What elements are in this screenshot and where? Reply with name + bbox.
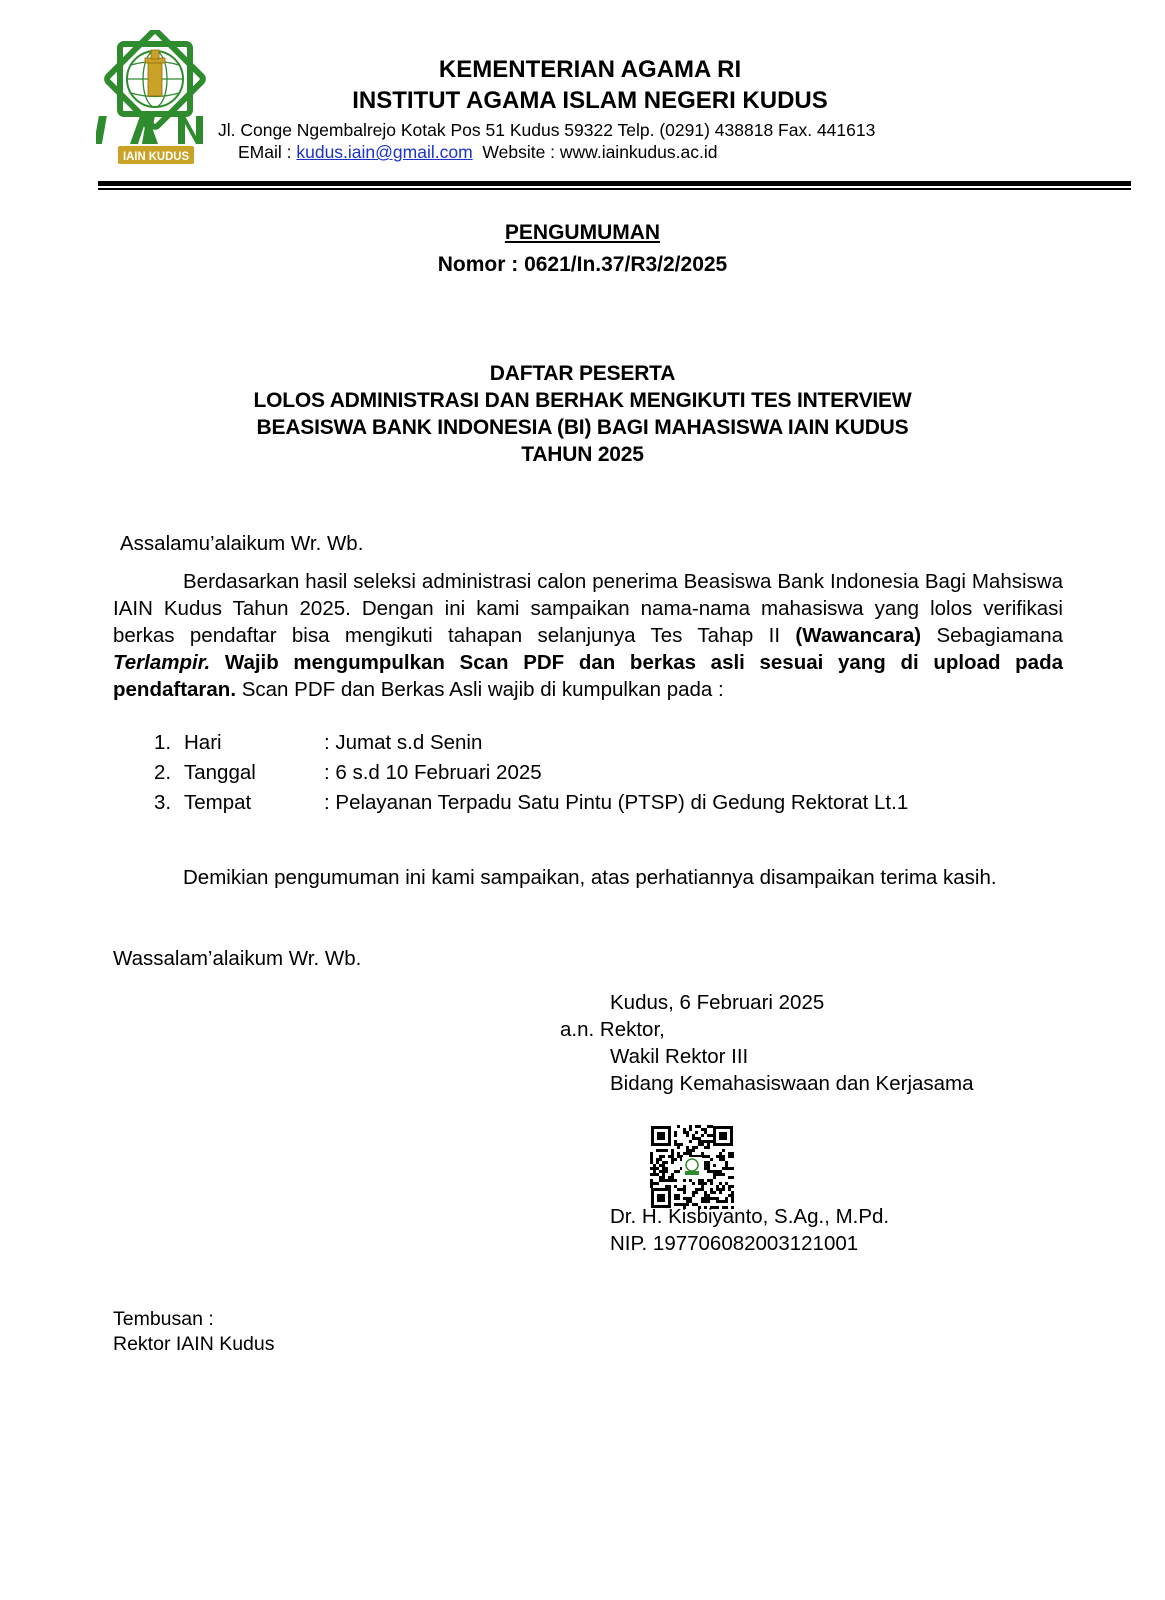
contact-line [238,142,1038,163]
signer-position: Wakil Rektor III [610,1045,749,1068]
email-link[interactable]: kudus.iain@gmail.com [296,142,473,162]
list-item-value: : Jumat s.d Senin [324,731,483,754]
list-item-number: 1. [154,731,172,754]
signer-name: Dr. H. Kisbiyanto, S.Ag., M.Pd. [610,1205,890,1228]
email-label: EMail : [238,142,297,162]
signer-division: Bidang Kemahasiswaan dan Kerjasama [610,1072,974,1095]
list-heading-line-4: TAHUN 2025 [521,443,644,466]
cc-recipient: Rektor IAIN Kudus [113,1333,275,1355]
body-paragraph-2: Demikian pengumuman ini kami sampaikan, atas perhatiannya disampaikan terima kasih. [183,866,997,889]
greeting: Assalamu’alaikum Wr. Wb. [120,532,364,555]
announcement-number: Nomor : 0621/In.37/R3/2/2025 [437,253,728,276]
signer-nip: NIP. 197706082003121001 [610,1232,859,1255]
website-text: Website : www.iainkudus.ac.id [472,142,718,162]
list-item-label: Hari [184,731,222,754]
body-paragraph-1: Berdasarkan hasil seleksi administrasi calon penerima Beasiswa Bank Indonesia Bagi Mahsiswa IAIN Kudus Tahun 2025. Dengan ini kami sampaikan nama-nama mahasiswa yang lolos verifikasi berkas pendaftar bisa mengikuti tahapan selanjunya Tes Tahap II (Wawancara) Sebagiamana Terlampir. Wajib mengumpulkan Scan PDF dan berkas asli sesuai yang di upload pada pendaftaran. Scan PDF dan Berkas Asli wajib di kumpulkan pada : [113,570,1063,701]
list-heading-line-2: LOLOS ADMINISTRASI DAN BERHAK MENGIKUTI TES INTERVIEW [253,389,912,412]
list-heading-line-3: BEASISWA BANK INDONESIA (BI) BAGI MAHASISWA IAIN KUDUS [256,416,909,439]
institution-name: INSTITUT AGAMA ISLAM NEGERI KUDUS [352,87,828,114]
iain-kudus-logo [96,30,214,170]
list-item-value: : 6 s.d 10 Februari 2025 [324,761,542,784]
institution-address: Jl. Conge Ngembalrejo Kotak Pos 51 Kudus 59322 Telp. (0291) 438818 Fax. 441613 [218,120,876,140]
list-item-label: Tempat [184,791,252,814]
logo-text: IAIN KUDUS [123,149,189,163]
list-item-value: : Pelayanan Terpadu Satu Pintu (PTSP) di Gedung Rektorat Lt.1 [324,791,909,814]
cc-label: Tembusan : [113,1308,214,1330]
on-behalf: a.n. Rektor, [560,1018,665,1041]
letterhead-divider-thin [98,188,1131,190]
list-heading-line-1: DAFTAR PESERTA [489,362,676,385]
list-item-number: 3. [154,791,172,814]
announcement-title: PENGUMUMAN [504,221,661,244]
signature-qr-code [650,1125,734,1209]
list-item-number: 2. [154,761,172,784]
ministry-name: KEMENTERIAN AGAMA RI [438,56,742,83]
place-date: Kudus, 6 Februari 2025 [610,991,825,1014]
letterhead-divider-thick [98,181,1131,186]
closing-greeting: Wassalam’alaikum Wr. Wb. [113,947,362,970]
list-item-label: Tanggal [184,761,256,784]
